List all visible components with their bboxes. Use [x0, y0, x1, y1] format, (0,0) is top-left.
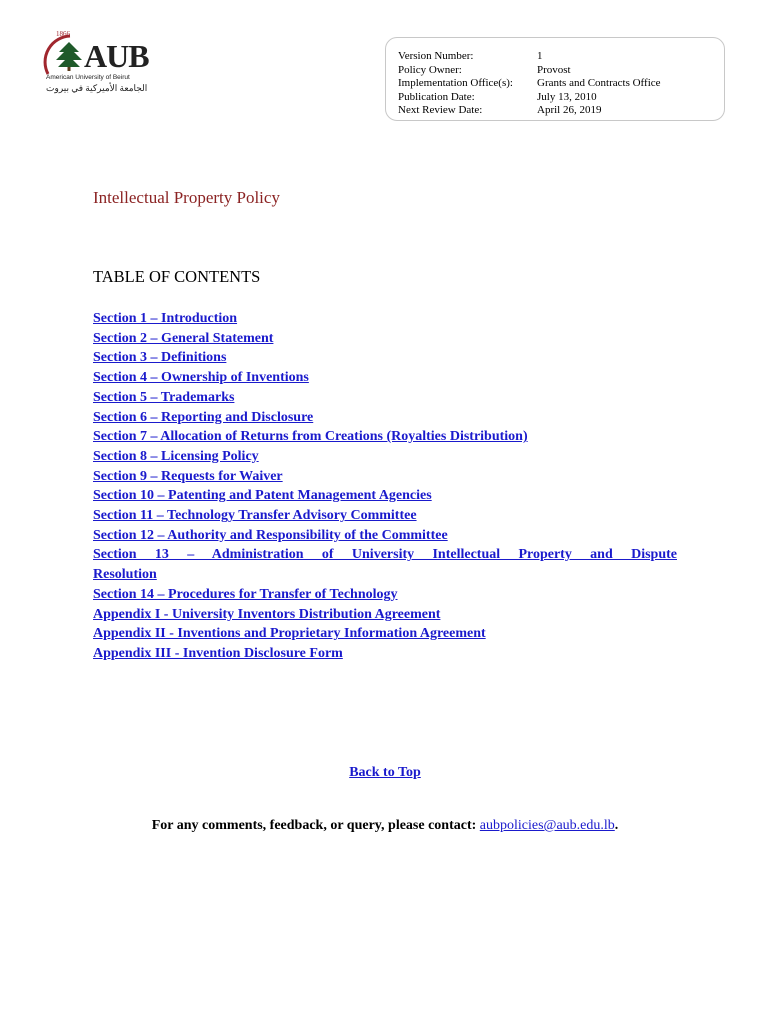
logo-name-ar: الجامعة الأميركية في بيروت: [46, 83, 148, 93]
table-of-contents: [93, 309, 677, 664]
toc-link-section-5[interactable]: Section 5 – Trademarks: [93, 389, 235, 405]
toc-link-section-3[interactable]: Section 3 – Definitions: [93, 350, 227, 366]
toc-link-section-11[interactable]: Section 11 – Technology Transfer Advisory Committee: [93, 508, 417, 524]
toc-item: [93, 545, 677, 565]
logo-year: 1866: [56, 30, 70, 38]
toc-item: [93, 486, 677, 506]
toc-heading: TABLE OF CONTENTS: [93, 267, 261, 286]
meta-row-version: [398, 50, 724, 64]
meta-row-publication: [398, 91, 724, 105]
aub-logo: [40, 30, 150, 100]
toc-link-section-14[interactable]: Section 14 – Procedures for Transfer of Technology: [93, 586, 398, 602]
toc-link-section-2[interactable]: Section 2 – General Statement: [93, 330, 274, 346]
toc-link-section-13-cont[interactable]: Resolution: [93, 567, 157, 583]
contact-end: .: [614, 818, 619, 833]
policy-metadata-box: [385, 37, 725, 121]
toc-item: [93, 348, 677, 368]
toc-item: [93, 585, 677, 605]
toc-item: [93, 309, 677, 329]
toc-link-appendix-1[interactable]: Appendix I - University Inventors Distribution Agreement: [93, 606, 441, 622]
toc-link-section-12[interactable]: Section 12 – Authority and Responsibility of the Committee: [93, 527, 448, 543]
meta-value: April 26, 2019: [537, 104, 602, 116]
toc-link-section-4[interactable]: Section 4 – Ownership of Inventions: [93, 370, 309, 386]
contact-text: For any comments, feedback, or query, please contact:: [151, 818, 480, 833]
toc-link-section-1[interactable]: Section 1 – Introduction: [93, 311, 238, 326]
toc-item: [93, 408, 677, 428]
page-title: Intellectual Property Policy: [93, 188, 280, 207]
contact-email-link[interactable]: aubpolicies@aub.edu.lb: [479, 818, 615, 833]
back-to-top-link[interactable]: Back to Top: [349, 765, 421, 780]
logo-name-en: American University of Beirut: [46, 74, 130, 81]
toc-link-appendix-2[interactable]: Appendix II - Inventions and Proprietary Information Agreement: [93, 626, 486, 642]
toc-item: [93, 329, 677, 349]
meta-row-office: [398, 77, 724, 91]
toc-item: [93, 624, 677, 644]
logo-mark: AUB: [84, 38, 149, 74]
toc-item: [93, 388, 677, 408]
meta-key: Implementation Office(s):: [398, 77, 513, 89]
toc-item: [93, 447, 677, 467]
toc-item: [93, 506, 677, 526]
meta-row-review: [398, 104, 724, 118]
meta-key: Policy Owner:: [398, 63, 462, 76]
toc-item: [93, 644, 677, 664]
toc-item: [93, 526, 677, 546]
meta-key: Version Number:: [398, 50, 474, 62]
contact-line: [0, 818, 770, 834]
toc-link-section-8[interactable]: Section 8 – Licensing Policy: [93, 448, 259, 464]
toc-link-section-7[interactable]: Section 7 – Allocation of Returns from Creations (Royalties Distribution): [93, 429, 528, 445]
meta-value: July 13, 2010: [537, 90, 597, 103]
meta-value: Provost: [537, 63, 571, 76]
meta-key: Publication Date:: [398, 90, 475, 103]
back-to-top: [0, 765, 770, 781]
toc-item: [93, 605, 677, 625]
meta-value: 1: [537, 50, 543, 62]
toc-link-section-13[interactable]: Section 13 – Administration of University Intellectual Property and Dispute: [93, 547, 677, 563]
toc-link-appendix-3[interactable]: Appendix III - Invention Disclosure Form: [93, 645, 343, 661]
toc-item: [93, 565, 677, 585]
cedar-tree-icon: [54, 40, 84, 72]
toc-link-section-9[interactable]: Section 9 – Requests for Waiver: [93, 468, 283, 484]
meta-value: Grants and Contracts Office: [537, 77, 661, 89]
toc-item: [93, 368, 677, 388]
toc-link-section-10[interactable]: Section 10 – Patenting and Patent Management Agencies: [93, 488, 432, 504]
toc-item: [93, 467, 677, 487]
toc-link-section-6[interactable]: Section 6 – Reporting and Disclosure: [93, 409, 314, 425]
meta-key: Next Review Date:: [398, 104, 483, 116]
toc-item: [93, 427, 677, 447]
meta-row-owner: [398, 64, 724, 78]
